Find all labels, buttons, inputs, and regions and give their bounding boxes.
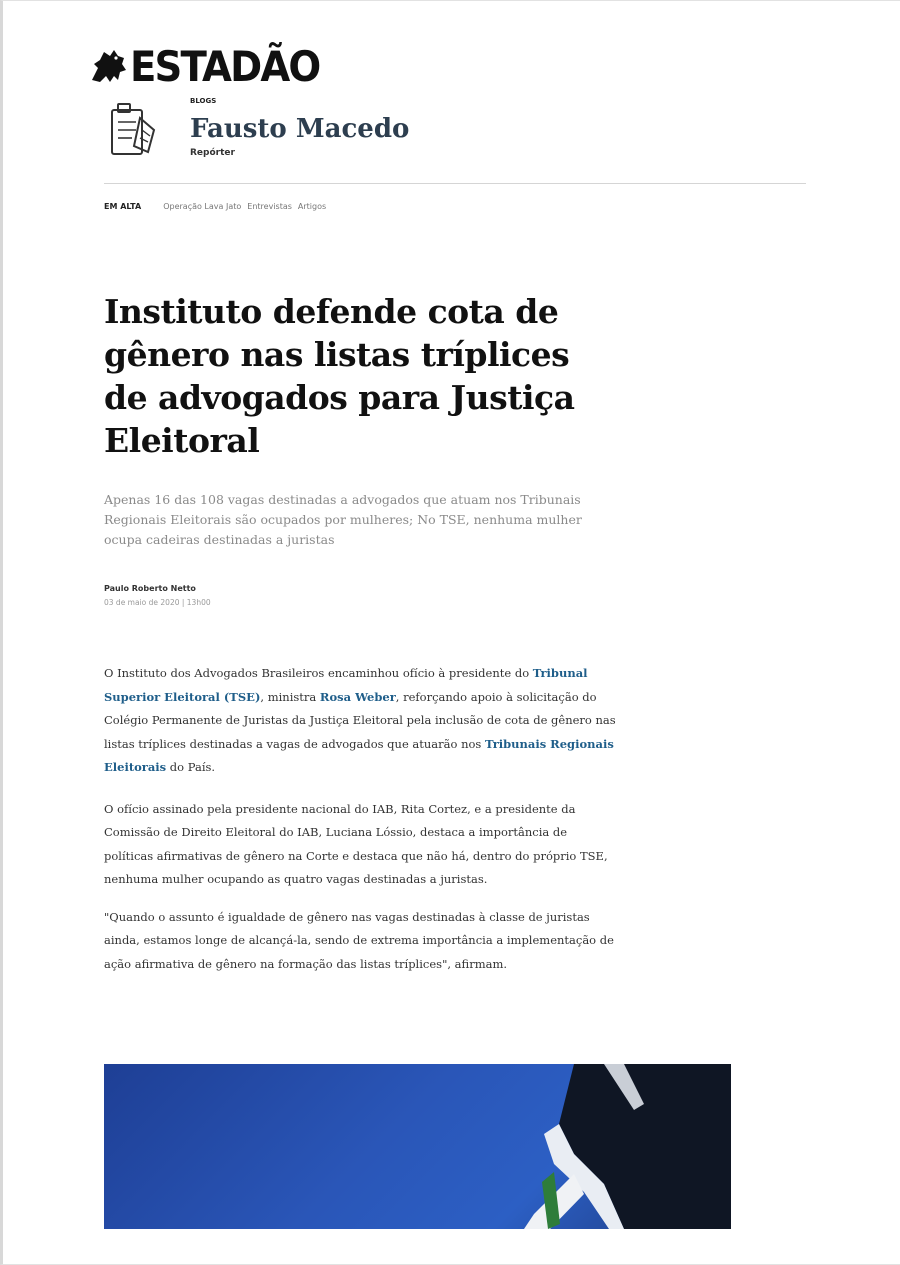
section-label: BLOGS (190, 97, 217, 105)
link-tse[interactable]: Tribunal Superior Eleitoral (TSE) (104, 666, 588, 704)
text-segment: O Instituto dos Advogados Brasileiros encaminhou ofício à presidente do (104, 666, 533, 680)
notebook-pen-icon (104, 100, 162, 162)
paragraph-1 (104, 662, 619, 780)
link-tribunais-regionais[interactable]: Tribunais Regionais Eleitorais (104, 736, 614, 774)
trending-nav (104, 202, 332, 211)
photo-illustration (104, 1064, 731, 1229)
site-masthead[interactable] (88, 42, 336, 105)
link-rosa-weber[interactable]: Rosa Weber (319, 689, 396, 704)
text-segment: , ministra (260, 689, 320, 704)
article-byline (104, 584, 211, 607)
header-divider (104, 183, 806, 184)
nav-item-lava-jato[interactable]: Operação Lava Jato (163, 202, 242, 211)
blog-author-header (104, 100, 409, 162)
horse-logo-icon (88, 46, 130, 88)
author-name[interactable]: Fausto Macedo (190, 114, 410, 144)
author-role: Repórter (190, 148, 235, 158)
article-subtitle: Apenas 16 das 108 vagas destinadas a advogados que atuam nos Tribunais Regionais Eleitorais são ocupados por mulheres; No TSE, nenhuma mulher ocupa cadeiras destinadas a juristas (104, 492, 582, 547)
article-body (104, 662, 619, 994)
paragraph-2: O ofício assinado pela presidente nacional do IAB, Rita Cortez, e a presidente da Comissão de Direito Eleitoral do IAB, Luciana Lóssio, destaca a importância de políticas afirmativas de gênero na Corte e destaca que não há, dentro do próprio TSE, nenhuma mulher ocupando as quatro vagas destinadas a juristas. (104, 801, 608, 886)
trending-label: EM ALTA (104, 202, 142, 211)
nav-item-entrevistas[interactable]: Entrevistas (247, 202, 292, 211)
text-segment: do País. (166, 760, 216, 774)
byline-author[interactable]: Paulo Roberto Netto (104, 584, 196, 593)
nav-item-artigos[interactable]: Artigos (297, 202, 327, 211)
site-logo[interactable]: ESTADÃO (130, 42, 320, 91)
text-segment: , reforçando apoio à solicitação do Colégio Permanente de Juristas da Justiça Eleitoral pela inclusão de cota de gênero nas listas tríplices destinadas a vagas de advogados que atuarão nos (104, 689, 616, 751)
article-photo (104, 1064, 731, 1229)
byline-date: 03 de maio de 2020 | 13h00 (104, 598, 211, 607)
article-headline: Instituto defende cota de gênero nas listas tríplices de advogados para Justiça Eleitoral (104, 292, 575, 460)
paragraph-3: "Quando o assunto é igualdade de gênero nas vagas destinadas à classe de juristas ainda, estamos longe de alcançá-la, sendo de extrema importância a implementação de ação afirmativa de gênero na formação das listas tríplices", afirmam. (104, 909, 614, 971)
